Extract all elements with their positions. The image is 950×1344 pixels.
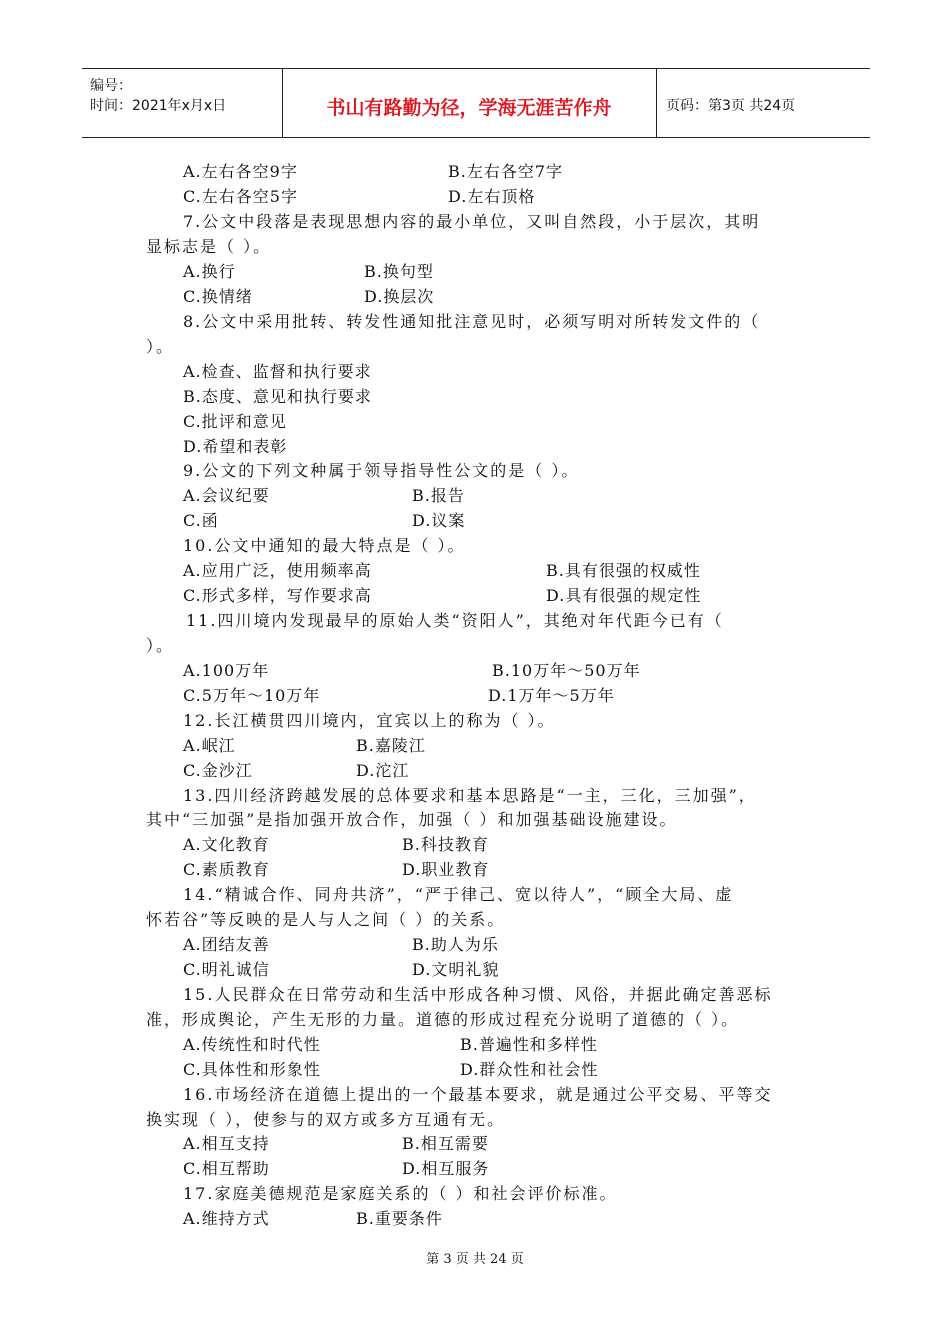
option-line: D.文明礼貌: [412, 960, 500, 979]
option-line: B.助人为乐: [412, 935, 499, 954]
option-line: D.换层次: [364, 287, 435, 306]
page-footer: [0, 1248, 950, 1267]
option-line: C.形式多样，写作要求高: [183, 586, 372, 605]
option-line: B.报告: [412, 486, 465, 505]
footer-page-number: 第 3 页 共 24 页: [426, 1252, 524, 1267]
option-line: A.维持方式: [183, 1209, 270, 1228]
option-line: A.应用广泛，使用频率高: [183, 561, 372, 580]
option-line: A.文化教育: [183, 835, 270, 854]
option-line: B.嘉陵江: [356, 736, 426, 755]
option-line: A.检查、监督和执行要求: [183, 362, 372, 381]
option-line: C.具体性和形象性: [183, 1060, 321, 1079]
question-line: 换实现（ ），使参与的双方或多方互通有无。: [146, 1110, 506, 1129]
page-header: [82, 68, 870, 138]
document-code-label: 编号：: [90, 78, 132, 94]
question-line: 15.人民群众在日常劳动和生活中形成各种习惯、风俗，并据此确定善恶标: [183, 985, 773, 1004]
option-line: D.相互服务: [402, 1159, 490, 1178]
option-line: B.10万年～50万年: [492, 661, 641, 680]
question-line: 7.公文中段落是表现思想内容的最小单位，又叫自然段，小于层次，其明: [183, 212, 761, 231]
question-line: 14.“精诚合作、同舟共济”，“严于律己、宽以待人”，“顾全大局、虚: [183, 885, 734, 904]
question-line: 怀若谷”等反映的是人与人之间（ ）的关系。: [146, 910, 506, 929]
option-line: C.批评和意见: [183, 412, 287, 431]
option-line: B.科技教育: [402, 835, 489, 854]
option-line: C.左右各空5字: [183, 187, 298, 206]
question-line: 11.四川境内发现最早的原始人类“资阳人”，其绝对年代距今已有（: [186, 611, 724, 630]
option-line: B.重要条件: [356, 1209, 443, 1228]
question-line: 13.四川经济跨越发展的总体要求和基本思路是“一主，三化，三加强”，: [183, 786, 757, 805]
question-line: 其中“三加强”是指加强开放合作，加强（ ）和加强基础设施建设。: [146, 810, 678, 829]
question-line: ）。: [146, 337, 175, 356]
option-line: D.左右顶格: [448, 187, 536, 206]
option-line: B.相互需要: [402, 1134, 489, 1153]
option-line: D.希望和表彰: [183, 437, 288, 456]
option-line: B.左右各空7字: [448, 162, 564, 181]
option-line: C.素质教育: [183, 860, 270, 879]
option-line: B.态度、意见和执行要求: [183, 387, 372, 406]
option-line: C.换情绪: [183, 287, 253, 306]
option-line: D.职业教育: [402, 860, 490, 879]
question-line: 16.市场经济在道德上提出的一个最基本要求，就是通过公平交易、平等交: [183, 1085, 773, 1104]
option-line: C.函: [183, 511, 219, 530]
option-line: D.沱江: [356, 761, 410, 780]
option-line: A.传统性和时代性: [183, 1035, 321, 1054]
option-line: C.相互帮助: [183, 1159, 270, 1178]
option-line: A.左右各空9字: [183, 162, 298, 181]
option-line: C.金沙江: [183, 761, 253, 780]
option-line: D.群众性和社会性: [460, 1060, 599, 1079]
document-date: 时间：2021年x月x日: [90, 98, 227, 114]
question-line: 10.公文中通知的最大特点是（ ）。: [183, 536, 466, 555]
option-line: B.具有很强的权威性: [546, 561, 701, 580]
question-line: 显标志是（ ）。: [146, 237, 272, 256]
header-motto: 书山有路勤为径，学海无涯苦作舟: [326, 97, 612, 119]
header-divider: [656, 69, 657, 137]
option-line: B.普遍性和多样性: [460, 1035, 598, 1054]
question-line: 12.长江横贯四川境内，宜宾以上的称为（ ）。: [183, 711, 556, 730]
option-line: C.明礼诚信: [183, 960, 270, 979]
header-page-number: 页码：第3页 共24页: [666, 98, 796, 114]
option-line: A.100万年: [183, 661, 270, 680]
question-line: ）。: [146, 636, 175, 655]
option-line: D.1万年～5万年: [488, 686, 615, 705]
option-line: B.换句型: [364, 262, 434, 281]
option-line: A.岷江: [183, 736, 236, 755]
option-line: A.会议纪要: [183, 486, 270, 505]
option-line: A.换行: [183, 262, 236, 281]
option-line: A.相互支持: [183, 1134, 270, 1153]
option-line: D.议案: [412, 511, 466, 530]
question-line: 准，形成舆论，产生无形的力量。道德的形成过程充分说明了道德的（ ）。: [146, 1010, 740, 1029]
option-line: C.5万年～10万年: [183, 686, 321, 705]
option-line: D.具有很强的规定性: [546, 586, 702, 605]
question-line: 17.家庭美德规范是家庭关系的（ ）和社会评价标准。: [183, 1184, 618, 1203]
question-line: 9.公文的下列文种属于领导指导性公文的是（ ）。: [183, 461, 580, 480]
option-line: A.团结友善: [183, 935, 270, 954]
question-line: 8.公文中采用批转、转发性通知批注意见时，必须写明对所转发文件的（: [183, 312, 761, 331]
